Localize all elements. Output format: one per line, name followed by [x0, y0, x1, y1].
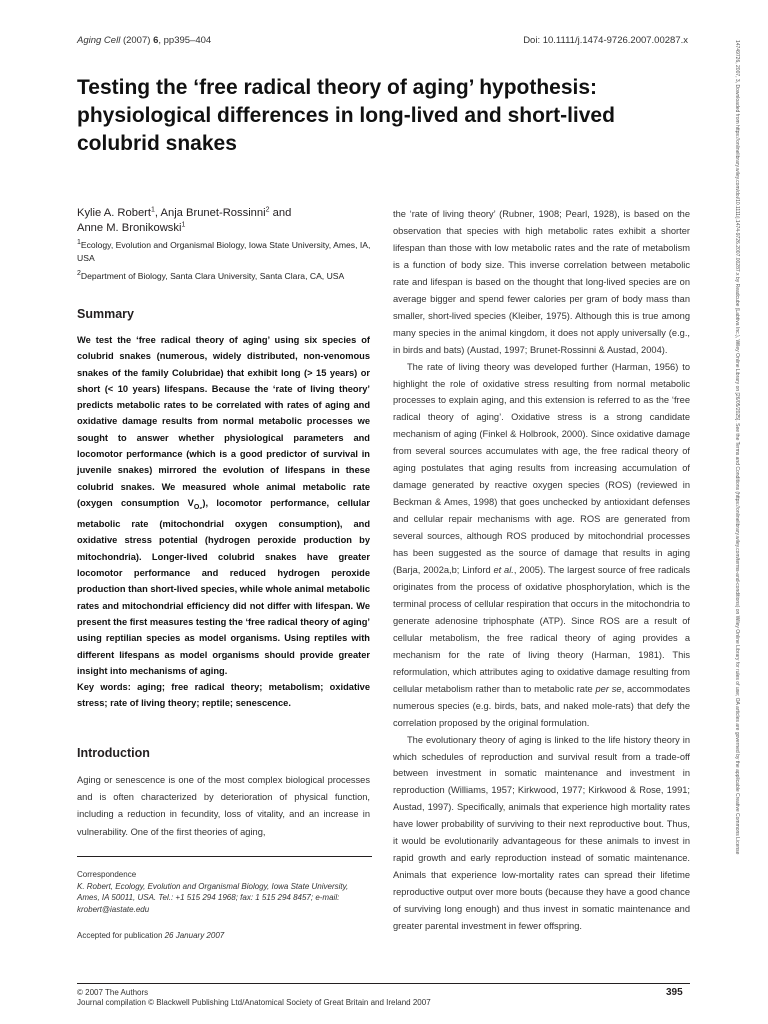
journal-compilation-line: Journal compilation © Blackwell Publishing Ltd/Anatomical Society of Great Britain and Ireland 2007: [77, 998, 431, 1007]
affiliation-mark: 2: [77, 270, 81, 278]
author-affiliation-mark: 2: [265, 206, 270, 214]
summary-heading: Summary: [77, 307, 134, 321]
citation-year: (2007): [122, 35, 151, 46]
affiliation: [77, 239, 377, 265]
author-separator: ,: [154, 207, 161, 219]
introduction-heading: Introduction: [77, 746, 150, 760]
body-text: , accommodates numerous species (e.g. birds, bats, and naked mole-rats) that defy the correlation proposed by the original formulation.: [393, 683, 690, 728]
page-range: , pp395–404: [158, 35, 212, 46]
right-column-body: [393, 206, 690, 935]
copyright-line: © 2007 The Authors: [77, 988, 149, 997]
body-paragraph: The evolutionary theory of aging is linked to the life history theory in which schedules of reproduction and survival result from a trade-off between investment in somatic maintenance and investment in reproduction (Williams, 1957; Kirkwood, 1977; Kirkwood & Rose, 1991; Austad, 1997). Specifically, animals that experience high mortality rates have lower probability of surviving to their next reproductive bout. Thus, it would be evolutionarily advantageous for these animals to invest in rapid growth and early reproduction instead of somatic maintenance. Animals that experience low-mortality rates can spread their lifetime reproductive output over more bouts (because they have a good chance of surviving long enough) and thus invest in somatic maintenance and greater parental investment in fewer offspring.: [393, 734, 690, 932]
affiliation-text: Ecology, Evolution and Organismal Biology, Iowa State University, Ames, IA, USA: [77, 240, 371, 263]
article-title: Testing the ‘free radical theory of aging’ hypothesis: physiological differences in long-lived and short-lived colubrid snakes: [77, 76, 615, 155]
accepted-note: [77, 931, 224, 940]
download-notice-sidebar: 14749726, 2007, 3, Downloaded from https://onlinelibrary.wiley.com/doi/10.1111/j.1474-9726.2007.00287.x by Readcube (Labtiva Inc.), Wiley Online Library on [26/05/2025]. See the Terms and Conditions (https://onlinelibrary.wiley.com/terms-and-conditions) on Wiley Online Library for rules of use; OA articles are governed by the applicable Creative Commons License: [734, 40, 740, 855]
summary-text-cont: ), locomotor performance, cellular metabolic rate (mitochondrial oxygen consumption), and oxidative stress potential (hydrogen peroxide production by mitochondria). Longer-lived colubrid snakes have greater locomotor performance and reduced hydrogen peroxide production than short-lived species, while whole animal metabolic rates and mitochondrial efficiency did not differ with lifespan. We present the first measures testing the ‘free radical theory of aging’ using reptilian species as model organisms. Using reptiles with different lifespans as model organisms should provide greater insight into mechanisms of aging.: [77, 497, 370, 676]
keywords: [77, 679, 370, 712]
vo2-subscript: O₂: [193, 503, 203, 511]
keywords-list: aging; free radical theory; metabolism; oxidative stress; rate of living theory; reptile; senescence.: [77, 682, 370, 709]
keywords-label: Key words:: [77, 682, 131, 693]
body-paragraph: [393, 359, 690, 732]
correspondence-rule: [77, 856, 372, 857]
summary-text: We test the ‘free radical theory of aging’ using six species of colubrid snakes (numerous, widely distributed, non-venomous snakes of the family Colubridae) that exhibit long (> 15 years) or short (< 10 years) lifespans. Because the ‘rate of living theory’ predicts metabolic rates to be correlated with rates of aging and oxidative damage results from normal metabolic processes we sought to answer whether physiological parameters and locomotor performance (which is a good predictor of survival in juvenile snakes) mirrored the evolution of lifespans in these colubrid snakes. We measured whole animal metabolic rate (oxygen consumption V: [77, 335, 370, 508]
journal-name: Aging Cell: [77, 35, 121, 46]
correspondence-label: Correspondence: [77, 870, 137, 879]
body-paragraph: the ‘rate of living theory’ (Rubner, 1908; Pearl, 1928), is based on the observation that species with high metabolic rates exhibit a shorter lifespan than those with low metabolic rates and the rate of metabolism is a function of body size. This inverse correlation between metabolic rate and lifespan is based on the thought that long-lived species are on average bigger and spend fewer calories per gram of body mass than smaller, short-lived species (Kleiber, 1975). Although this is true among many species in the animal kingdom, it does not apply universally (e.g., in birds and bats) (Austad, 1997; Brunet-Rossinni & Austad, 2004).: [393, 209, 690, 355]
doi-text: Doi: 10.1111/j.1474-9726.2007.00287.x: [523, 35, 688, 46]
author-affiliation-mark: 1: [151, 206, 155, 214]
footer-copyright: [77, 988, 431, 1008]
footer-rule: [77, 983, 690, 984]
summary-paragraph: [77, 332, 370, 679]
author-name: Anne M. Bronikowski: [77, 222, 182, 234]
body-text: The rate of living theory was developed further (Harman, 1956) to highlight the role of oxidative stress resulting from normal metabolic processes to explain aging, and this extension is referred to as the ‘free radical theory of aging’. Oxidative stress is a strong candidate mechanism of aging (Finkel & Holbrook, 2000). Since oxidative damage from several sources accumulates with age, the free radical theory of aging postulates that aging results from increasing accumulation of damage generated by reactive oxygen species (ROS) (reviewed in Beckman & Ames, 1998) that goes unchecked by antioxidant defenses and cellular repair mechanisms with age. ROS are generated from several sources, although ROS produced by mitochondrial processes has been suggested as the source of damage that results in aging (Barja, 2002a,b; Linford: [393, 361, 690, 576]
author-name: Kylie A. Robert: [77, 207, 151, 219]
affiliation-mark: 1: [77, 239, 81, 247]
correspondence-block: [77, 869, 372, 915]
summary-abstract: [77, 332, 370, 712]
page-number: 395: [666, 987, 683, 998]
running-header-citation: [77, 35, 211, 46]
introduction-text: Aging or senescence is one of the most complex biological processes and is often characterized by deterioration of physical function, including a reduction in fecundity, loss of vitality, and an increase in vulnerability. One of the first theories of aging,: [77, 775, 370, 837]
author-conjunction: and: [269, 207, 292, 219]
correspondence-details: K. Robert, Ecology, Evolution and Organismal Biology, Iowa State University, Ames, IA 50011, USA. Tel.: +1 515 294 1968; fax: 1 515 294 8457; e-mail: krobert@iastate.edu: [77, 881, 349, 914]
volume-number: 6: [153, 35, 159, 46]
author-affiliation-mark: 1: [181, 221, 186, 229]
accepted-date: 26 January 2007: [164, 931, 225, 940]
accepted-label: Accepted for publication: [77, 931, 165, 940]
affiliation-text: Department of Biology, Santa Clara University, Santa Clara, CA, USA: [80, 271, 345, 281]
body-text-italic: et al.: [493, 565, 514, 576]
body-text-italic: per se: [595, 683, 622, 694]
body-text: , 2005). The largest source of free radicals originates from the process of oxidative phosphorylation, which is the terminal process of cellular respiration that occurs in the mitochondria to generate adenosine triphosphate (ATP). Since ROS are a result of cellular metabolism, the free radical theory of aging provides a mechanism for the rate of living theory (Harman, 1981). This reformulation, which attributes aging to oxidative damage resulting from cellular metabolism rather than to metabolic rate: [393, 565, 691, 694]
affiliation: [77, 270, 377, 283]
author-name: Anja Brunet-Rossinni: [160, 207, 266, 219]
author-list: [77, 206, 377, 236]
